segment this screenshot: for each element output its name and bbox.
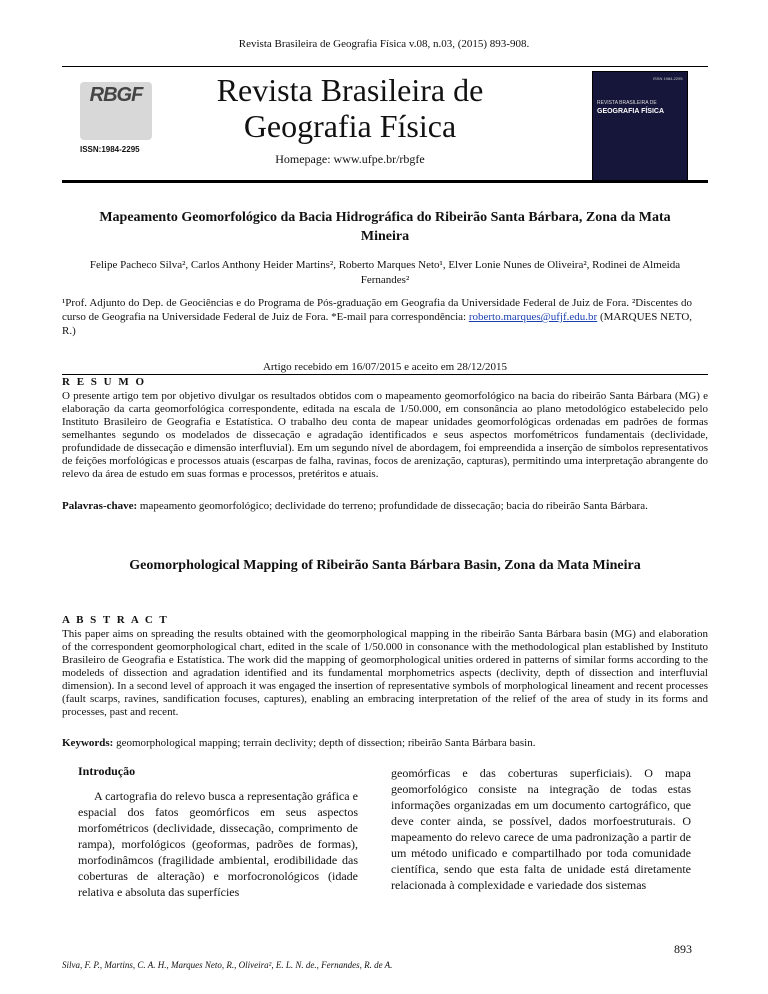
introduction-heading: Introdução: [78, 764, 136, 778]
received-date: Artigo recebido em 16/07/2015 e aceito em 28/12/2015: [262, 361, 508, 373]
page-number: 893: [674, 942, 692, 956]
running-head: Revista Brasileira de Geografia Física v.08, n.03, (2015) 893-908.: [238, 38, 530, 50]
resumo-body: O presente artigo tem por objetivo divulgar os resultados obtidos com o mapeamento geomorfológico na bacia do ribeirão Santa Bárbara (MG) e elaboração da carta geomorfológica correspondente, editada na escala de 1/50.000, em consonância ao plano metodológico estabelecido pelo Instituto Brasileiro de Geografia e Estatística. O trabalho deu conta de mapear unidades geomorfológicas ordenadas em padrões de formas semelhantes segundo os modelados de dissecação e agradação identificados e seus aspectos morfométricos fundamentais (declividade, profundidade de dissecação e dimensão interfluvial). Em um segundo nível de abordagem, foi empreendida a inserção de símbolos representativos de feições morfológicas e processos atuais (escarpas de falha, ravinas, focos de arenização, capturas), permitindo uma interpretação abrangente do relevo da área de estudo em suas formas e processos, pretéritos e atuais.: [62, 390, 708, 480]
issn-label: ISSN:1984-2295: [80, 145, 140, 154]
palavras-chave-text: mapeamento geomorfológico; declividade do terreno; profundidade de dissecação; bacia do ribeirão Santa Bárbara.: [137, 500, 648, 512]
affiliations: [62, 296, 692, 338]
journal-homepage[interactable]: Homepage: www.ufpe.br/rbgfe: [275, 152, 425, 166]
english-title: Geomorphological Mapping of Ribeirão Santa Bárbara Basin, Zona da Mata Mineira: [129, 558, 641, 573]
journal-logo-text: RBGF: [89, 84, 143, 106]
cover-subtitle: REVISTA BRASILEIRA DE: [597, 100, 657, 106]
section-rule: [62, 374, 708, 375]
footer-citation: Silva, F. P., Martins, C. A. H., Marques Neto, R., Oliveira², E. L. N. de., Fernandes, R. de A.: [62, 960, 393, 970]
palavras-chave: [62, 500, 708, 513]
cover-issn: ISSN 1984-2295: [653, 76, 683, 81]
email-suffix: (MARQUES NETO, R.): [62, 311, 693, 337]
abstract-body: This paper aims on spreading the results obtained with the geomorphological mapping in the ribeirão Santa Bárbara basin (MG) and elaboration of the correspondent geomorphological chart, edited in the scale of 1/50.000 in consonance with the methodological plan established by Instituto Brasileiro de Geografia e Estatística. The work did the mapping of geomorphological unities ordered in patterns of similar forms according to the modeleds of dissection and agradation identified and its fundamental morphometrics aspects (declivity, depth of dissection and interfluvial dimension). In a second level of approach it was engaged the insertion of representative symbols of morphological lineament and recent processes (fault scarps, ravines, sandification focuses, captures), enabling an embracing interpretation of the relief of the area of study in its forms and processes, past and recent.: [62, 628, 708, 718]
keywords: [62, 737, 708, 750]
palavras-chave-label: Palavras-chave:: [62, 500, 138, 512]
journal-title: Revista Brasileira de Geografia Física: [216, 72, 484, 144]
header-bottom-rule: [62, 180, 708, 183]
keywords-label: Keywords:: [62, 737, 114, 749]
resumo-heading: R E S U M O: [62, 376, 147, 388]
correspondence-email-link[interactable]: roberto.marques@ufjf.edu.br: [468, 311, 598, 323]
journal-cover-image: [592, 71, 688, 183]
introduction-left-column: A cartografia do relevo busca a representação gráfica e espacial dos fatos geomórficos em seus aspectos morfométricos (declividade, dissecação, comprimento de rampa), morfológicos (geoformas, padrões de formas), morfodinâmcos (fragilidade ambiental, erodibilidade das coberturas de alteração) e morfocronológicos (idade relativa e absoluta das superfícies: [78, 789, 358, 899]
header-top-rule: [62, 66, 708, 67]
cover-title: GEOGRAFIA FÍSICA: [597, 108, 665, 115]
article-title: Mapeamento Geomorfológico da Bacia Hidrográfica do Ribeirão Santa Bárbara, Zona da Mata Mineira: [99, 210, 671, 244]
keywords-text: geomorphological mapping; terrain declivity; depth of dissection; ribeirão Santa Bárbara basin.: [113, 737, 536, 749]
abstract-heading: A B S T R A C T: [62, 614, 169, 626]
introduction-right-column: geomórficas e das coberturas superficiais). O mapa geomorfológico consiste na integração de todas estas informações organizadas em um documento cartográfico, que deve conter ainda, se possível, dados morfoestruturais. O mapeamento do relevo carece de uma padronização a partir de um método unificado e compartilhado por toda comunidade científica, sendo que esta falta de unidade está diretamente relacionada à complexidade e variedade dos sistemas: [391, 766, 691, 892]
author-list: Felipe Pacheco Silva², Carlos Anthony Heider Martins², Roberto Marques Neto¹, Elver Lonie Nunes de Oliveira², Rodinei de Almeida Fernandes²: [89, 259, 681, 286]
affiliation-text: ¹Prof. Adjunto do Dep. de Geociências e do Programa de Pós-graduação em Geografia da Universidade Federal de Juiz de Fora. ²Discentes do curso de Geografia na Universidade Federal de Juiz de Fora. *E-mail para correspondência:: [62, 297, 692, 323]
